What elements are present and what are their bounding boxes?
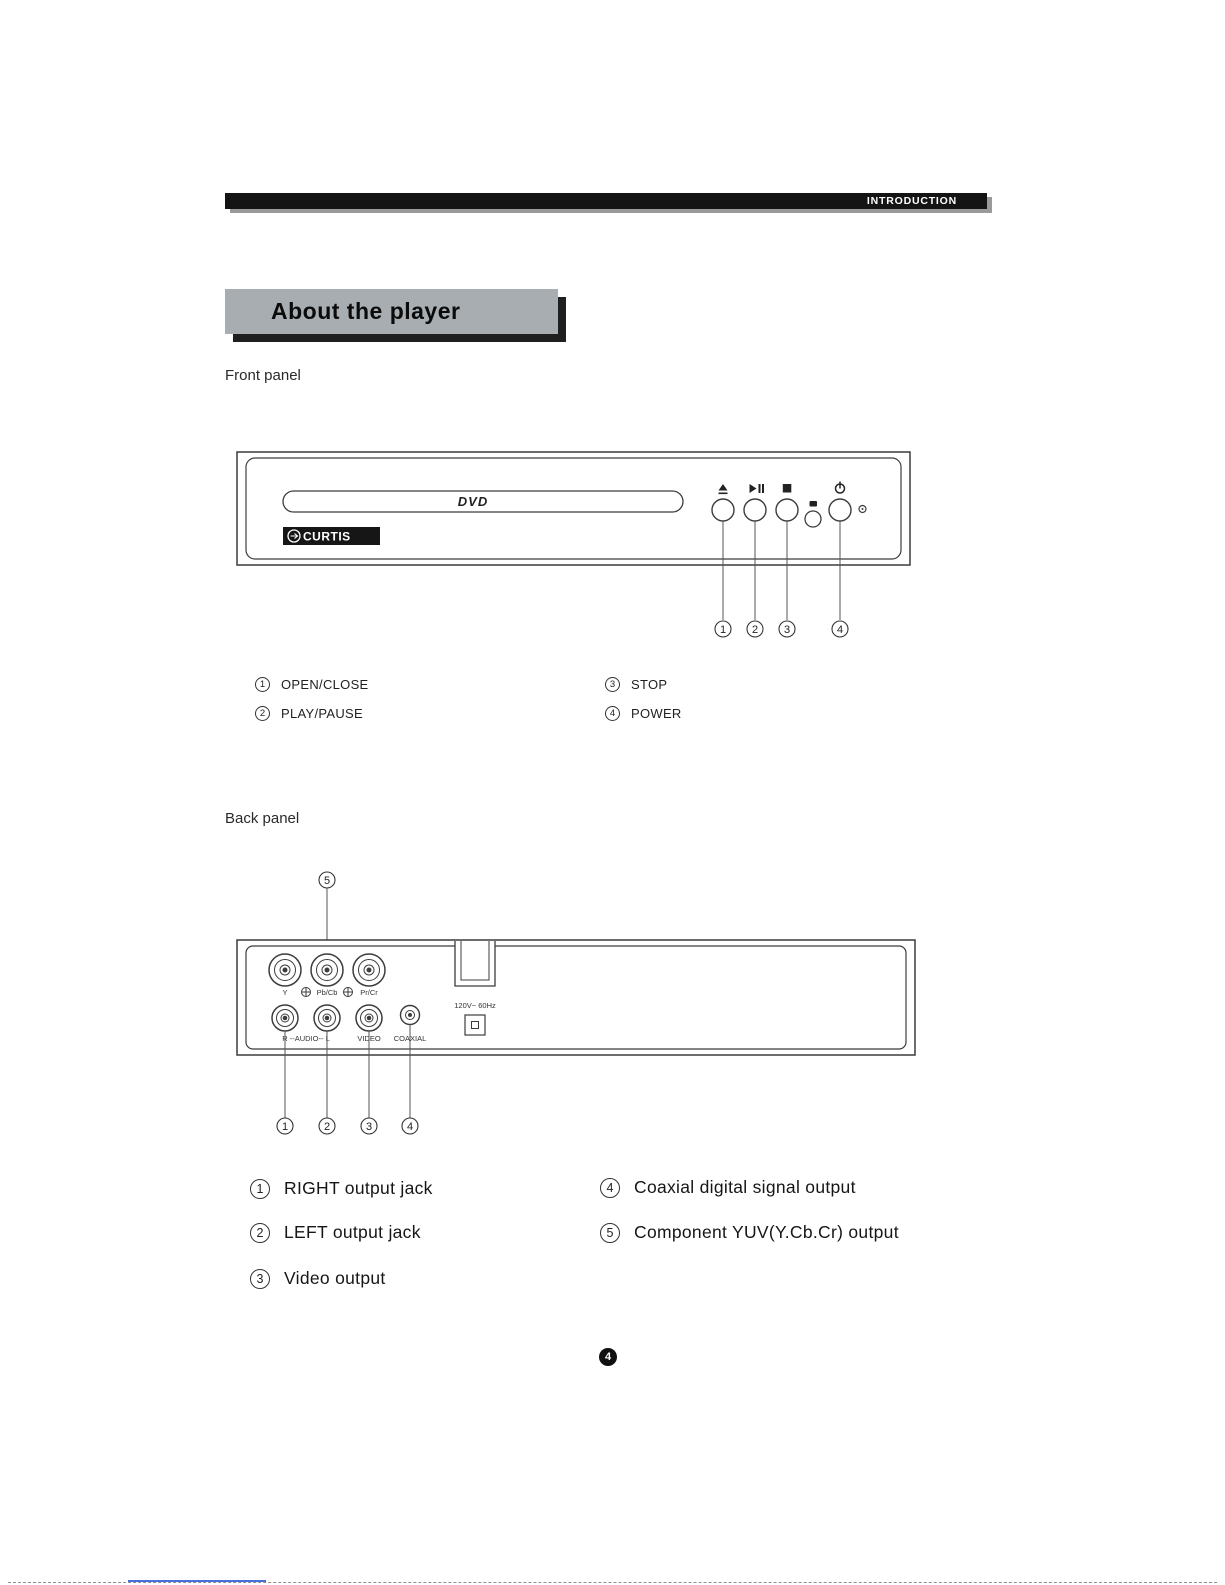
back-callout-1-num: 1 bbox=[281, 1121, 289, 1133]
eject-bar-icon bbox=[719, 493, 728, 495]
back-callout-3-num: 3 bbox=[365, 1121, 373, 1133]
front-legend-label-3: STOP bbox=[631, 677, 668, 692]
bottom-divider bbox=[8, 1582, 1217, 1583]
back-legend-item-5 bbox=[600, 1222, 899, 1243]
front-legend-label-1: OPEN/CLOSE bbox=[281, 677, 369, 692]
front-panel-caption: Front panel bbox=[225, 367, 301, 384]
label-coaxial: COAXIAL bbox=[393, 1034, 427, 1043]
front-legend-label-4: POWER bbox=[631, 706, 682, 721]
front-legend-num-4: 4 bbox=[605, 706, 620, 721]
back-callout-2-num: 2 bbox=[323, 1121, 331, 1133]
header-label: INTRODUCTION bbox=[866, 195, 957, 207]
back-legend-label-3: Video output bbox=[284, 1268, 386, 1288]
label-prcr: Pr/Cr bbox=[360, 988, 378, 997]
back-callout-5-num: 5 bbox=[323, 875, 331, 887]
ir-window-icon bbox=[810, 501, 818, 507]
brand-logo bbox=[283, 527, 380, 545]
front-legend-item-2 bbox=[255, 706, 363, 721]
section-title-box bbox=[225, 289, 558, 334]
back-legend-item-2 bbox=[250, 1222, 421, 1243]
label-video: VIDEO bbox=[357, 1034, 381, 1043]
front-legend-label-2: PLAY/PAUSE bbox=[281, 706, 363, 721]
power-socket bbox=[465, 1015, 485, 1035]
open-close-button bbox=[712, 499, 734, 521]
back-panel-diagram bbox=[230, 855, 930, 1145]
dvd-logo-text: DVD bbox=[457, 494, 489, 509]
bottom-left-mark bbox=[128, 1580, 266, 1582]
back-legend-label-2: LEFT output jack bbox=[284, 1222, 421, 1242]
power-button bbox=[829, 499, 851, 521]
pause-bar1-icon bbox=[759, 484, 761, 493]
stop-icon bbox=[783, 484, 792, 493]
front-legend-item-4 bbox=[605, 706, 682, 721]
back-legend-num-2: 2 bbox=[250, 1223, 270, 1243]
front-legend-num-3: 3 bbox=[605, 677, 620, 692]
brand-name: CURTIS bbox=[303, 529, 351, 544]
back-legend-label-4: Coaxial digital signal output bbox=[634, 1177, 856, 1197]
back-legend-item-4 bbox=[600, 1177, 856, 1198]
back-legend-label-5: Component YUV(Y.Cb.Cr) output bbox=[634, 1222, 899, 1242]
component-jacks bbox=[269, 954, 385, 986]
power-led-dot bbox=[862, 508, 864, 510]
label-audio: R --AUDIO-- L bbox=[282, 1034, 330, 1043]
back-legend-num-3: 3 bbox=[250, 1269, 270, 1289]
back-legend-num-4: 4 bbox=[600, 1178, 620, 1198]
page-number: 4 bbox=[604, 1351, 612, 1363]
front-legend-item-1 bbox=[255, 677, 369, 692]
back-legend-item-3 bbox=[250, 1268, 386, 1289]
back-legend-num-5: 5 bbox=[600, 1223, 620, 1243]
front-callout-2-num: 2 bbox=[751, 624, 759, 636]
back-callouts bbox=[277, 1118, 418, 1134]
back-legend-item-1 bbox=[250, 1178, 433, 1199]
back-legend-num-1: 1 bbox=[250, 1179, 270, 1199]
front-callout-3-num: 3 bbox=[783, 624, 791, 636]
front-callout-4-num: 4 bbox=[836, 624, 844, 636]
ir-sensor bbox=[805, 511, 821, 527]
back-legend-label-1: RIGHT output jack bbox=[284, 1178, 433, 1198]
front-legend-num-2: 2 bbox=[255, 706, 270, 721]
front-legend-num-1: 1 bbox=[255, 677, 270, 692]
front-legend-item-3 bbox=[605, 677, 667, 692]
stop-button bbox=[776, 499, 798, 521]
back-callout-4-num: 4 bbox=[406, 1121, 414, 1133]
back-panel-caption: Back panel bbox=[225, 810, 300, 827]
front-callouts bbox=[715, 621, 848, 637]
front-panel-diagram bbox=[230, 448, 920, 648]
label-pbcb: Pb/Cb bbox=[316, 988, 338, 997]
label-y: Y bbox=[282, 988, 288, 997]
section-title: About the player bbox=[271, 298, 461, 324]
front-callout-1-num: 1 bbox=[719, 624, 727, 636]
play-pause-button bbox=[744, 499, 766, 521]
label-power-rating: 120V~ 60Hz bbox=[454, 1001, 496, 1010]
back-chassis-outline bbox=[237, 940, 915, 1055]
header-bar bbox=[225, 193, 987, 209]
pause-bar2-icon bbox=[762, 484, 764, 493]
page-number-badge bbox=[599, 1348, 617, 1366]
